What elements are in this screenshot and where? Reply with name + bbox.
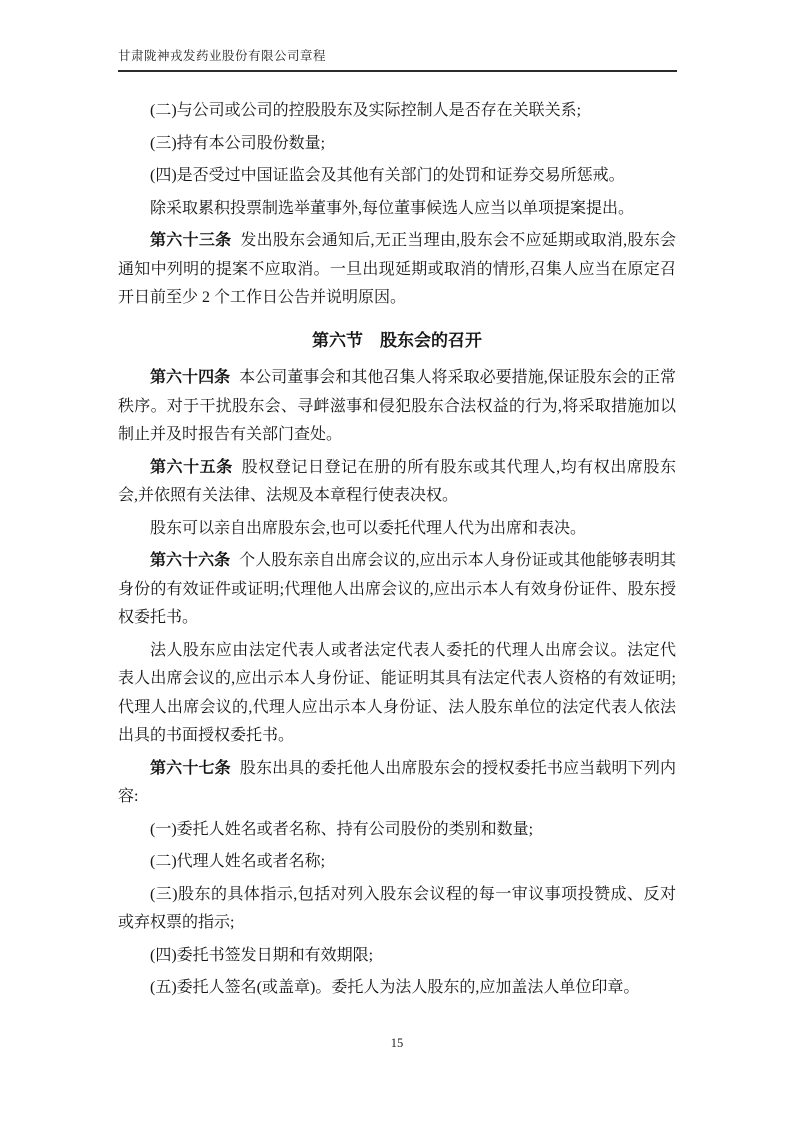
page-header xyxy=(118,50,677,72)
section-6-heading: 第六节 股东会的召开 xyxy=(312,330,482,350)
proxy-item-5: (五)委托人签名(或盖章)。委托人为法人股东的,应加盖法人单位印章。 xyxy=(150,979,640,996)
page-footer xyxy=(0,1036,794,1051)
article-63-number: 第六十三条 xyxy=(150,232,232,249)
header-title: 甘肃陇神戎发药业股份有限公司章程 xyxy=(118,49,327,63)
article-64 xyxy=(118,364,676,450)
proxy-item-4: (四)委托书签发日期和有效期限; xyxy=(150,946,374,964)
paragraph-corporate-shareholder: 法人股东应由法定代表人或者法定代表人委托的代理人出席会议。法定代表人出席会议的,应出示本人身份证、能证明其具有法定代表人资格的有效证明;代理人出席会议的,代理人应出示本人身份证、法人股东单位的法定代表人依法出具的书面授权委托书。 xyxy=(118,641,676,744)
article-65-number: 第六十五条 xyxy=(150,458,233,476)
list-item-2: (二)与公司或公司的控股股东及实际控制人是否存在关联关系; xyxy=(150,102,582,119)
page-number: 15 xyxy=(390,1036,404,1050)
document-body xyxy=(118,97,676,1007)
article-66 xyxy=(118,547,676,633)
proxy-item-3: (三)股东的具体指示,包括对列入股东会议程的每一审议事项投赞成、反对或弃权票的指示; xyxy=(118,885,676,931)
article-66-text: 个人股东亲自出席会议的,应出示本人身份证或其他能够表明其身份的有效证件或证明;代理他人出席会议的,应出示本人有效身份证件、股东授权委托书。 xyxy=(118,552,676,626)
proxy-item-2: (二)代理人姓名或者名称; xyxy=(150,853,326,870)
article-64-text: 本公司董事会和其他召集人将采取必要措施,保证股东会的正常秩序。对于干扰股东会、寻衅滋事和侵犯股东合法权益的行为,将采取措施加以制止并及时报告有关部门查处。 xyxy=(118,369,676,443)
paragraph-cumulative-voting: 除采取累积投票制选举董事外,每位董事候选人应当以单项提案提出。 xyxy=(150,199,635,217)
article-63 xyxy=(118,227,676,313)
article-66-number: 第六十六条 xyxy=(150,552,231,569)
article-67-number: 第六十七条 xyxy=(150,759,231,777)
paragraph-attend-in-person: 股东可以亲自出席股东会,也可以委托代理人代为出席和表决。 xyxy=(150,519,587,537)
article-67 xyxy=(118,755,676,812)
article-63-text: 发出股东会通知后,无正当理由,股东会不应延期或取消,股东会通知中列明的提案不应取消。一旦出现延期或取消的情形,召集人应当在原定召开日前至少 2 个工作日公告并说明原因。 xyxy=(118,232,676,306)
article-64-number: 第六十四条 xyxy=(150,369,231,386)
article-67-text: 股东出具的委托他人出席股东会的授权委托书应当载明下列内容: xyxy=(118,759,676,805)
proxy-item-1: (一)委托人姓名或者名称、持有公司股份的类别和数量; xyxy=(150,820,534,838)
list-item-4: (四)是否受过中国证监会及其他有关部门的处罚和证券交易所惩戒。 xyxy=(150,167,625,184)
article-65 xyxy=(118,454,676,511)
list-item-3: (三)持有本公司股份数量; xyxy=(150,134,326,152)
article-65-text: 股权登记日登记在册的所有股东或其代理人,均有权出席股东会,并依照有关法律、法规及本章程行使表决权。 xyxy=(118,458,676,504)
